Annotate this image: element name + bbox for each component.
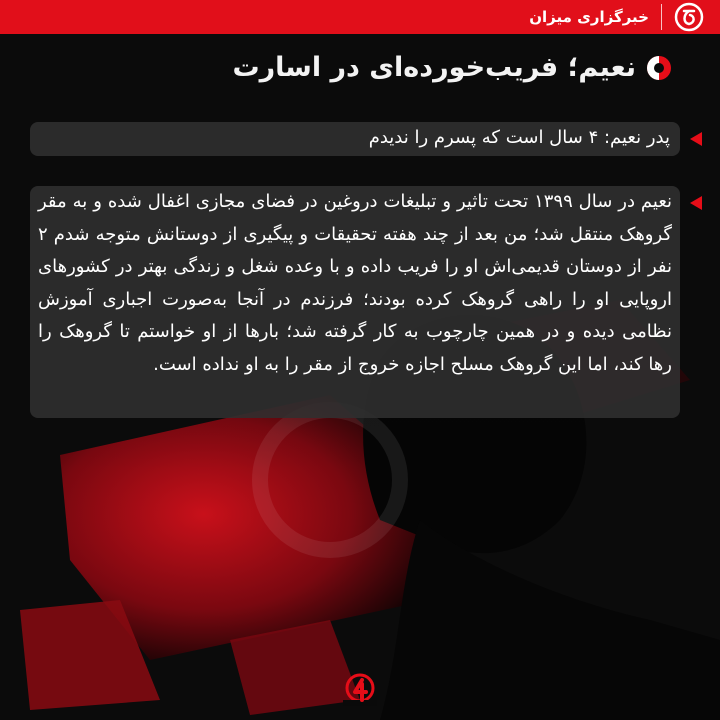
title-row: [232, 52, 672, 83]
quote-text: پدر نعیم: ۴ سال است که پسرم را ندیدم: [368, 127, 670, 148]
bullet-arrow-icon: [690, 196, 702, 210]
bullet-arrow-icon: [690, 132, 702, 146]
red-white-circle-icon: [646, 55, 672, 81]
story-box: [30, 186, 680, 418]
quote-box: [30, 122, 680, 156]
brand: [529, 0, 720, 34]
top-bar: [0, 0, 720, 34]
page-title: نعیم؛ فریب‌خورده‌ای در اسارت: [232, 52, 636, 83]
brand-divider: [661, 4, 662, 30]
page-4-icon: [340, 670, 380, 710]
story-text: نعیم در سال ۱۳۹۹ تحت تاثیر و تبلیغات دروغین در فضای مجازی اغفال شده و به مقر گروهک منتقل شد؛ من بعد از چند هفته تحقیقات و پیگیری از دوستانش متوجه شدم ۲ نفر از دوستان قدیمی‌اش او را فریب داده و با وعده شغل و زندگی بهتر در کشورهای اروپایی او را راهی گروهک کرده بودند؛ فرزندم در آنجا به‌صورت اجباری آموزش نظامی دیده و در همین چارچوب به کار گرفته شد؛ بارها از او خواستم تا گروهک را رها کند، اما این گروهک مسلح اجازه خروج از مقر را به او نداده است.: [38, 191, 673, 375]
mizan-logo-icon: [674, 2, 704, 32]
brand-name: خبرگزاری میزان: [529, 8, 649, 26]
